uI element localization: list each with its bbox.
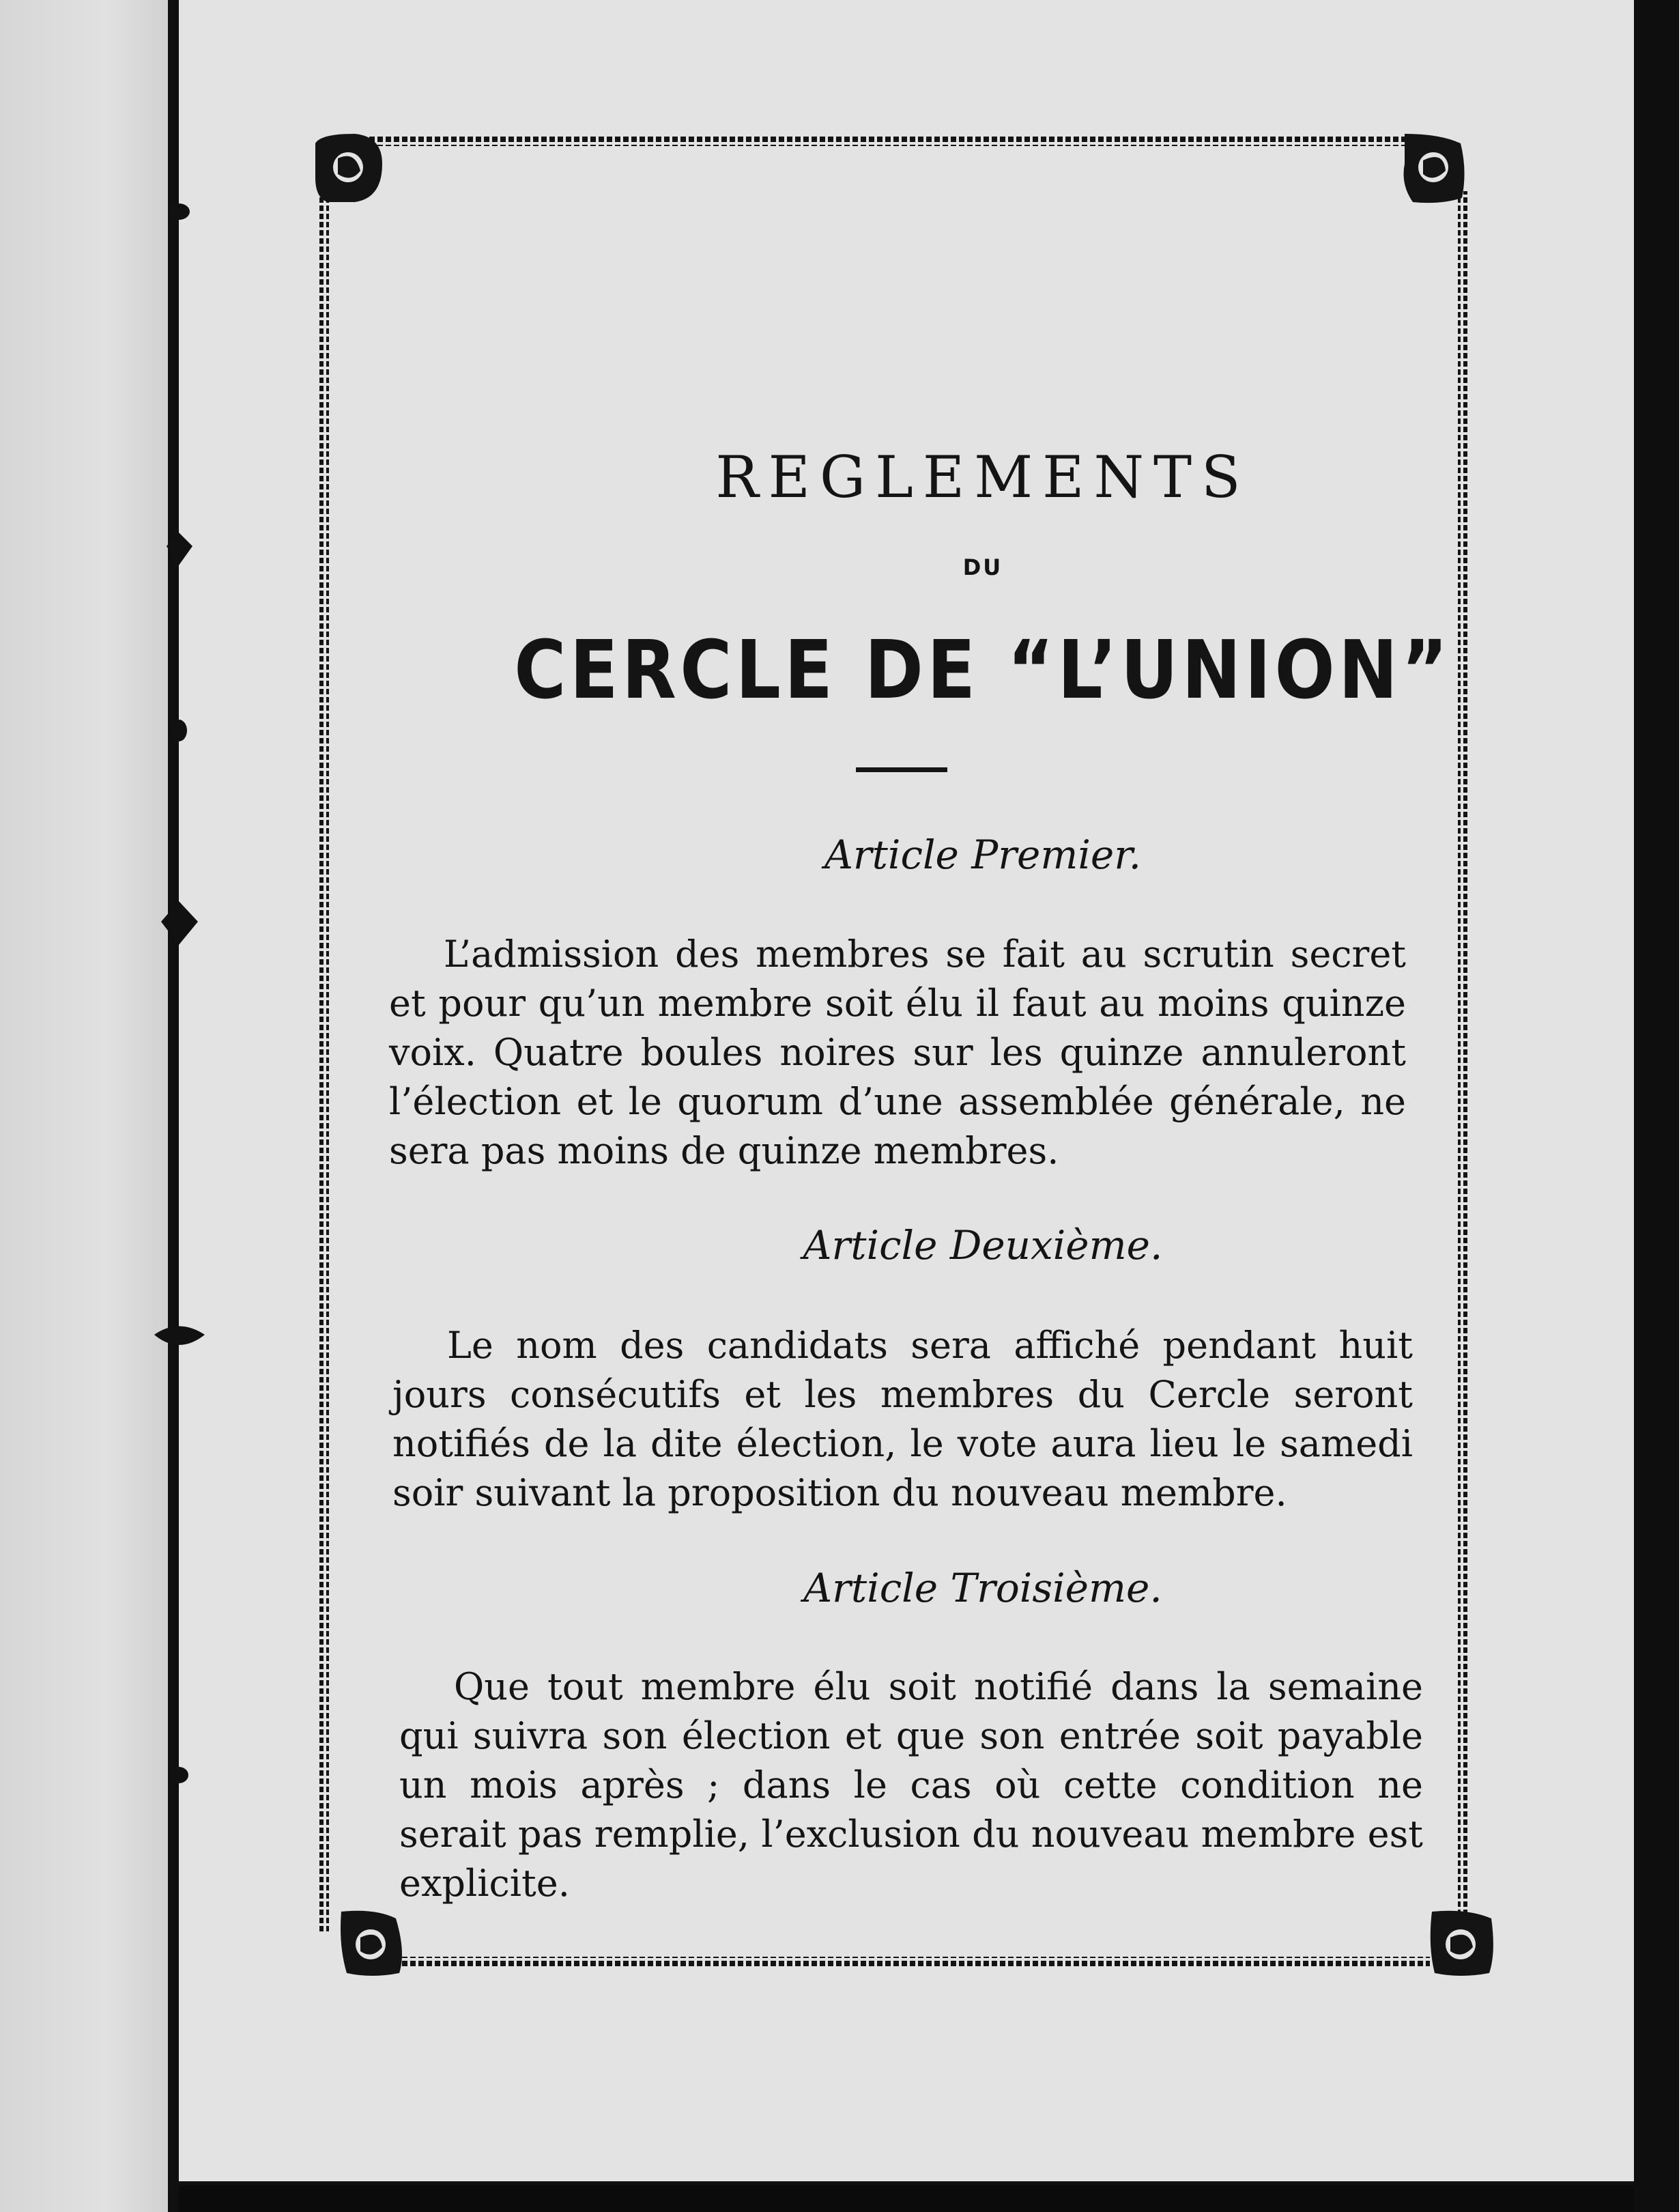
article-3-text [399,1662,1423,1908]
article-1-body: L’admission des membres se fait au scrutin secret et pour qu’un membre soit élu il faut au moins quinze voix. Quatre boules noires sur les quinze annuleront l’élection et le quorum d’une assemblée générale, ne sera pas moins de quinze membres. [389,933,1406,1172]
article-2-body: Le nom des candidats sera affiché pendant huit jours consécutifs et les membres du Cercle seront notifiés de la dite élection, le vote aura lieu le samedi soir suivant la proposition du nouveau membre. [392,1324,1413,1514]
title-connector: DU [962,554,1003,580]
page-title: REGLEMENTS [715,444,1250,511]
article-1-text [389,930,1406,1176]
club-name-heading: CERCLE DE “L’UNION” [514,623,1452,717]
article-3-body: Que tout membre élu soit notifié dans la semaine qui suivra son élection et que son entrée soit payable un mois après ; dans le cas où cette condition ne serait pas remplie, l’exclusion du nouveau membre est explicite. [399,1665,1423,1905]
article-2-text [392,1321,1413,1518]
article-1-title: Article Premier. [824,832,1141,878]
article-2-title: Article Deuxième. [803,1222,1163,1268]
title-divider [856,767,947,772]
article-3-title: Article Troisième. [803,1565,1162,1611]
